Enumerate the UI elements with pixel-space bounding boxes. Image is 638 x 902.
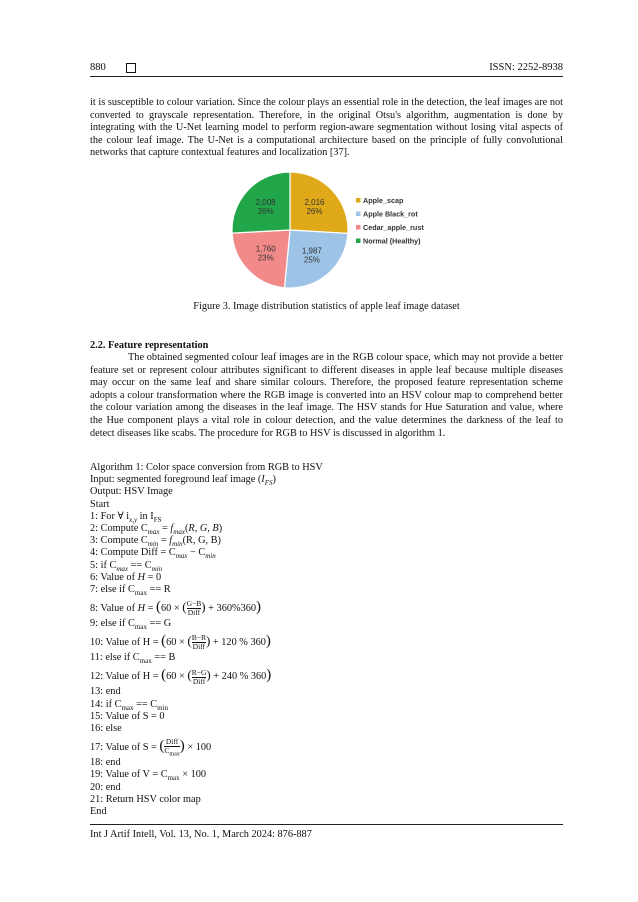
- algo-step: 3: Compute $C_{min} = f_{min}(R$, G, B): [90, 535, 221, 549]
- legend-swatch: [356, 239, 361, 244]
- algo-step: 9: else if $C_{max} == G$: [90, 618, 172, 632]
- pie-value-label: 1,760: [255, 244, 276, 254]
- algo-step: 8: Value of H = (60 × ( G−B Diff ) + 360%360): [90, 599, 262, 618]
- pie-percent-label: 23%: [257, 253, 274, 263]
- pie-value-label: 2,016: [304, 197, 325, 207]
- page-number: 880: [90, 62, 106, 73]
- legend-swatch: [356, 198, 361, 203]
- algorithm-output: Output: HSV Image: [90, 486, 173, 498]
- algo-step: 2: Compute $C_{max} = f_{max}(R$, G, B): [90, 522, 223, 536]
- algo-step: 19: Value of $V = C_{max} \times 100$: [90, 769, 207, 783]
- algo-step: 13: end: [90, 686, 121, 698]
- algorithm-start: Start: [90, 498, 110, 510]
- algo-step: 20: end: [90, 781, 121, 793]
- figure-caption: Figure 3. Image distribution statistics of apple leaf image dataset: [193, 301, 460, 312]
- algo-step: 17: Value of S = ( Diff $C_{max}$ ) × 100: [90, 736, 212, 758]
- algo-step: 11: else if $C_{max} == B$: [90, 652, 176, 666]
- algo-step: 7: else if $C_{max} == R$: [90, 583, 171, 597]
- algorithm-end: End: [90, 805, 107, 817]
- pie-percent-label: 25%: [303, 255, 320, 265]
- intro-paragraph: it is susceptible to colour variation. Since the colour plays an essential role in the detection, the leaf images are not converted to grayscale representation. Therefore, in the original Otsu's algorithm, augmentation is done by integrating with the U-Net learning model to perform region-aware segmentation without losing vital aspects of the colour leaf image. The U-Net is a computational architecture based on the principle of fully convolutional networks that capture contextual features and localization [37].: [90, 97, 563, 159]
- legend-label: Normal (Healthy): [363, 236, 421, 246]
- legend-swatch: [356, 225, 361, 230]
- algo-step: 18: end: [90, 757, 121, 769]
- pie-chart: [0, 0, 638, 300]
- pie-value-label: 1,987: [301, 246, 322, 256]
- pie-percent-label: 26%: [257, 206, 274, 216]
- section-paragraph: The obtained segmented colour leaf images are in the RGB colour space, which may not provide a better feature set or represent colour attributes significant to different diseases in apple leaf because multiple diseases may occur on the same leaf and share similar colours. Therefore, the proposed feature representation scheme adopts a colour transformation where the RGB image is converted into an HSV colour map to comprehend better the colour variation among the diseases in the leaf image. The HSV stands for Hue Saturation and value, where the Hue component plays a vital role in colour detection, and the value determines the darkness of the leaf to detect diseases like scabs. The procedure for RGB to HSV is discussed in algorithm 1.: [90, 352, 563, 439]
- algo-step: 16: else: [90, 723, 122, 734]
- footer-citation: Int J Artif Intell, Vol. 13, No. 1, March 2024: 876-887: [90, 829, 312, 840]
- algo-step: 15: Value of S = 0: [90, 710, 165, 722]
- legend-label: Cedar_apple_rust: [363, 223, 424, 232]
- algo-step: 6: Value of H = 0: [90, 571, 162, 583]
- pie-value-label: 2,008: [255, 197, 276, 207]
- issn-label: ISSN: 2252-8938: [489, 62, 563, 73]
- algo-step: 4: Compute Diff = $C_{max} - C_{min}$: [90, 547, 216, 561]
- algorithm-title: Algorithm 1: Color space conversion from RGB to HSV: [90, 462, 323, 473]
- legend-label: Apple_scap: [363, 196, 404, 205]
- section-heading: 2.2. Feature representation: [90, 340, 209, 351]
- algorithm-input: Input: segmented foreground leaf image $(I_{FS})$: [90, 474, 276, 488]
- legend-label: Apple Black_rot: [363, 209, 418, 219]
- footer-rule: [90, 824, 563, 825]
- algo-step: 21: Return HSV color map: [90, 793, 201, 805]
- algo-step: 12: Value of H = (60 × ( R−G Diff ) + 240 % 360): [90, 667, 272, 686]
- algo-step: 14: if $C_{max} == C_{min}$: [90, 698, 169, 712]
- legend-swatch: [356, 212, 361, 217]
- pie-percent-label: 26%: [306, 206, 323, 216]
- algo-step: 5: if $C_{max} == C_{min}$: [90, 559, 163, 573]
- algo-step: 10: Value of H = (60 × ( B−R Diff ) + 120 % 360): [90, 633, 271, 652]
- algo-step: 1: For ∀ $i_{x,y}$ in $I_{FS}$: [90, 510, 162, 524]
- algorithm-block: [90, 462, 390, 818]
